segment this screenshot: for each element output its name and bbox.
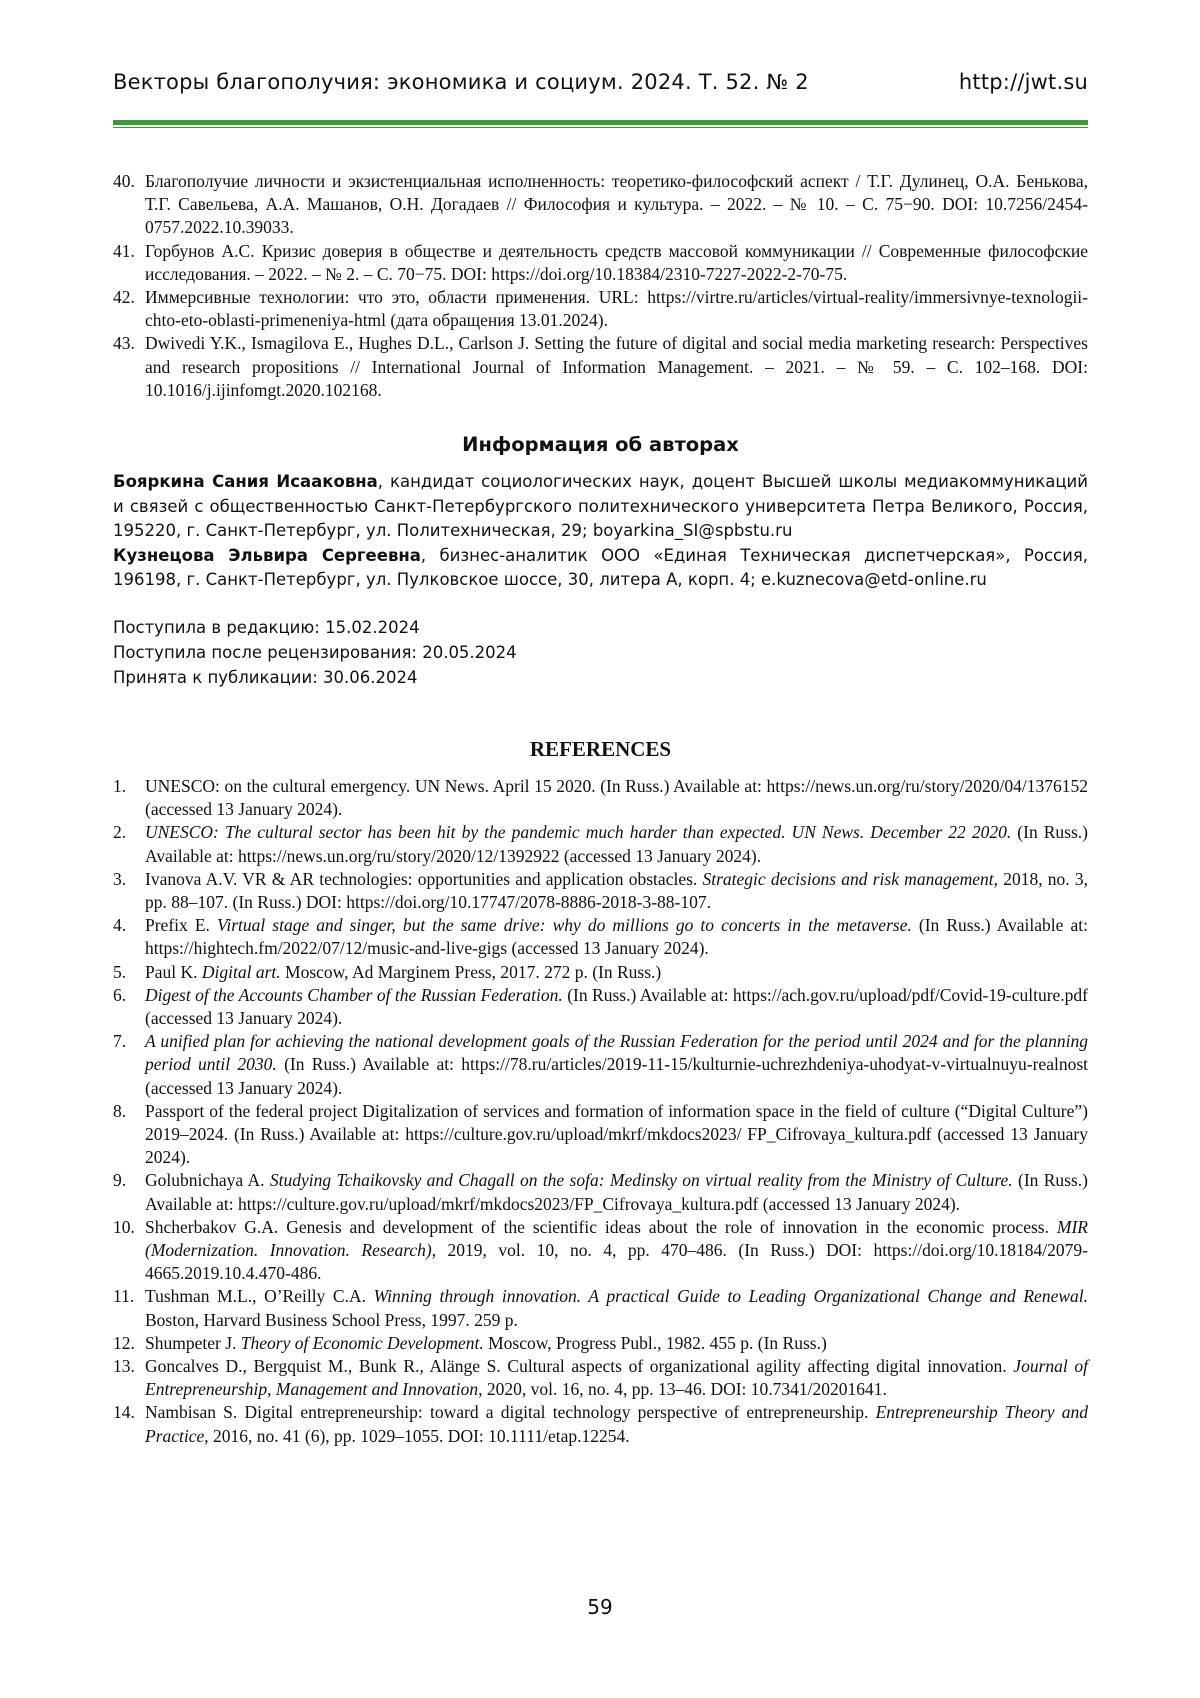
author-name: Бояркина Сания Исааковна xyxy=(113,472,378,491)
reference-item xyxy=(113,914,1088,960)
reference-item xyxy=(113,332,1088,402)
reference-number: 6. xyxy=(113,984,127,1005)
reference-text: Moscow, Progress Publ., 1982. 455 p. (In Russ.) xyxy=(483,1332,827,1353)
reference-text: (In Russ.) Available at: https://ach.gov.ru/upload/pdf/Covid-19-culture.pdf (accessed 13 January 2024). xyxy=(145,984,1088,1029)
reference-italic-text: Strategic decisions and risk management xyxy=(702,868,994,889)
page-number: 59 xyxy=(587,1595,613,1619)
reference-item xyxy=(113,1030,1088,1100)
reference-text: Dwivedi Y.K., Ismagilova E., Hughes D.L., Carlson J. Setting the future of digital and social media marketing research: Perspectives and research propositions // International Journal of Information Management. – 2021. – № 59. – С. 102–168. DOI: 10.1016/j.ijinfomgt.2020.102168. xyxy=(145,333,1088,400)
reference-italic-text: UNESCO: The cultural sector has been hit by the pandemic much harder than expected. UN News. December 22 2020. xyxy=(145,822,1012,843)
reference-number: 3. xyxy=(113,868,127,889)
reference-italic-text: Digital art. xyxy=(201,961,281,982)
reference-italic-text: Virtual stage and singer, but the same drive: why do millions go to concerts in the metaverse. xyxy=(216,915,912,936)
date-revised: Поступила после рецензирования: 20.05.2024 xyxy=(113,642,517,662)
author-entry xyxy=(113,470,1088,544)
reference-number: 4. xyxy=(113,915,127,936)
reference-item xyxy=(113,170,1088,240)
reference-italic-text: Winning through innovation. A practical Guide to Leading Organizational Change and Renewal. xyxy=(373,1286,1088,1307)
reference-text: Tushman M.L., O’Reilly C.A. xyxy=(145,1286,374,1307)
reference-number: 5. xyxy=(113,961,127,982)
reference-text: , 2018, no. 3, pp. 88–107. (In Russ.) DOI: https://doi.org/10.17747/2078-8886-2018-3-88-107. xyxy=(145,868,1089,913)
reference-text: , 2016, no. 41 (6), pp. 1029–1055. DOI: 10.1111/etap.12254. xyxy=(204,1425,630,1446)
reference-text: (In Russ.) Available at: https://78.ru/articles/2019-11-15/kulturnie-uchrezhdeniya-uhodyat-v-virtualnuyu-realnost (accessed 13 January 2024). xyxy=(145,1054,1088,1098)
reference-italic-text: Studying Tchaikovsky and Chagall on the sofa: Medinsky on virtual reality from the Ministry of Culture. xyxy=(269,1170,1013,1191)
reference-text: Shcherbakov G.A. Genesis and development of the scientific ideas about the role of innovation in the economic process. xyxy=(145,1216,1057,1237)
reference-italic-text: A unified plan for achieving the national development goals of the Russian Federation for the period until 2024 and for the planning period until 2030. xyxy=(145,1031,1088,1075)
author-details: , кандидат социологических наук, доцент Высшей школы медиакоммуникаций и связей с общественностью Санкт-Петербургского политехнического университета Петра Великого, Россия, 195220, г. Санкт-Петербург, ул. Политехническая, 29; boyarkina_SI@spbstu.ru xyxy=(113,472,1088,540)
reference-text: Passport of the federal project Digitalization of services and formation of information space in the field of culture (“Digital Culture”) 2019–2024. (In Russ.) Available at: https://culture.gov.ru/upload/mkrf/mkdocs2023/ FP_Cifrovaya_kultura.pdf (accessed 13 January 2024). xyxy=(145,1100,1088,1168)
reference-text: Golubnichaya A. xyxy=(145,1170,270,1191)
reference-item xyxy=(113,1285,1088,1331)
reference-number: 2. xyxy=(113,822,127,843)
running-header xyxy=(113,70,1088,110)
reference-number: 13. xyxy=(113,1356,135,1377)
reference-number: 8. xyxy=(113,1100,127,1121)
reference-text: Shumpeter J. xyxy=(145,1332,241,1353)
reference-item xyxy=(113,1332,1088,1355)
reference-italic-text: Journal of Entrepreneurship, Management and Innovation, xyxy=(145,1356,1088,1400)
reference-number: 42. xyxy=(113,287,135,308)
reference-italic-text: Entrepreneurship Theory and Practice xyxy=(145,1402,1088,1446)
reference-number: 9. xyxy=(113,1170,127,1191)
reference-item xyxy=(113,1216,1088,1286)
reference-number: 43. xyxy=(113,333,135,354)
reference-text: Ivanova A.V. VR & AR technologies: opportunities and application obstacles. xyxy=(145,868,703,889)
reference-number: 10. xyxy=(113,1216,135,1237)
reference-text: (In Russ.) Available at: https://news.un.org/ru/story/2020/12/1392922 (accessed 13 January 2024). xyxy=(145,822,1088,866)
reference-item xyxy=(113,286,1088,332)
reference-text: Иммерсивные технологии: что это, области применения. URL: https://virtre.ru/articles/virtual-reality/immersivnye-texnologii-chto-eto-oblasti-primeneniya-html (дата обращения 13.01.2024). xyxy=(145,287,1088,331)
reference-italic-text: MIR (Modernization. Innovation. Research) xyxy=(145,1216,1088,1261)
reference-text: (In Russ.) Available at: https://culture.gov.ru/upload/mkrf/mkdocs2023/FP_Cifrovaya_kultura.pdf (accessed 13 January 2024). xyxy=(145,1170,1089,1214)
reference-text: 2020, vol. 16, no. 4, pp. 13–46. DOI: 10.7341/20201641. xyxy=(482,1379,887,1400)
reference-italic-text: Theory of Economic Development. xyxy=(240,1332,484,1353)
reference-item xyxy=(113,984,1088,1030)
reference-item xyxy=(113,961,1088,984)
reference-text: Prefix E. xyxy=(145,915,217,936)
reference-number: 12. xyxy=(113,1332,135,1353)
reference-text: Moscow, Ad Marginem Press, 2017. 272 p. (In Russ.) xyxy=(280,961,662,982)
reference-item xyxy=(113,1100,1088,1170)
reference-text: Nambisan S. Digital entrepreneurship: toward a digital technology perspective of entrepreneurship. xyxy=(145,1402,876,1423)
reference-text: , 2019, vol. 10, no. 4, pp. 470–486. (In Russ.) DOI: https://doi.org/10.18184/2079-4665.2019.10.4.470-486. xyxy=(145,1240,1088,1284)
article-dates xyxy=(113,616,713,690)
reference-number: 14. xyxy=(113,1402,135,1423)
reference-number: 1. xyxy=(113,776,127,796)
author-name: Кузнецова Эльвира Сергеевна xyxy=(113,545,421,565)
date-received: Поступила в редакцию: 15.02.2024 xyxy=(113,618,420,637)
reference-number: 41. xyxy=(113,240,135,261)
header-rule-thin xyxy=(113,127,1088,128)
reference-item xyxy=(113,868,1088,914)
authors-info xyxy=(113,470,1088,593)
reference-number: 11. xyxy=(113,1286,135,1307)
reference-text: Paul K. xyxy=(145,961,202,982)
references-section-title: REFERENCES xyxy=(529,737,672,761)
header-rule-thick xyxy=(113,120,1088,125)
reference-text: (In Russ.) Available at: https://hightech.fm/2022/07/12/music-and-live-gigs (accessed 13 January 2024). xyxy=(145,915,1088,959)
reference-text: Горбунов А.С. Кризис доверия в обществе и деятельность средств массовой коммуникации // Современные философские исследования. – 2022. – № 2. – С. 70−75. DOI: https://doi.org/10.18384/2310-7227-2022-2-70-75. xyxy=(145,240,1088,284)
reference-text: UNESCO: on the cultural emergency. UN News. April 15 2020. (In Russ.) Available at: https://news.un.org/ru/story/2020/04/1376152 (accessed 13 January 2024). xyxy=(145,776,1088,820)
date-accepted: Принята к публикации: 30.06.2024 xyxy=(113,667,418,687)
journal-title: Векторы благополучия: экономика и социум. 2024. Т. 52. № 2 xyxy=(113,70,809,94)
reference-italic-text: Digest of the Accounts Chamber of the Russian Federation. xyxy=(145,984,563,1005)
reference-item xyxy=(113,240,1088,286)
reference-item xyxy=(113,775,1088,821)
reference-text: Goncalves D., Bergquist M., Bunk R., Alänge S. Cultural aspects of organizational agility affecting digital innovation. xyxy=(145,1356,1014,1377)
reference-number: 40. xyxy=(113,171,135,191)
english-reference-list xyxy=(113,775,1088,1448)
journal-url[interactable]: http://jwt.su xyxy=(958,70,1088,94)
author-entry xyxy=(113,544,1088,593)
russian-reference-list xyxy=(113,170,1088,402)
reference-item xyxy=(113,821,1088,867)
reference-text: Благополучие личности и экзистенциальная исполненность: теоретико-философский аспект / Т.Г. Дулинец, О.А. Бенькова, Т.Г. Савельева, А.А. Машанов, О.Н. Догадаев // Философия и культура. – 2022. – № 10. – С. 75−90. DOI: 10.7256/2454-0757.2022.10.39033. xyxy=(145,171,1088,238)
authors-section-title: Информация об авторах xyxy=(462,433,739,456)
reference-item xyxy=(113,1169,1088,1215)
author-details: , бизнес-аналитик ООО «Единая Техническая диспетчерская», Россия, 196198, г. Санкт-Петербург, ул. Пулковское шоссе, 30, литера А, корп. 4; e.kuznecova@etd-online.ru xyxy=(113,545,1088,589)
reference-text: Boston, Harvard Business School Press, 1997. 259 p. xyxy=(145,1309,518,1330)
reference-item xyxy=(113,1401,1088,1447)
reference-item xyxy=(113,1355,1088,1401)
reference-number: 7. xyxy=(113,1031,127,1052)
